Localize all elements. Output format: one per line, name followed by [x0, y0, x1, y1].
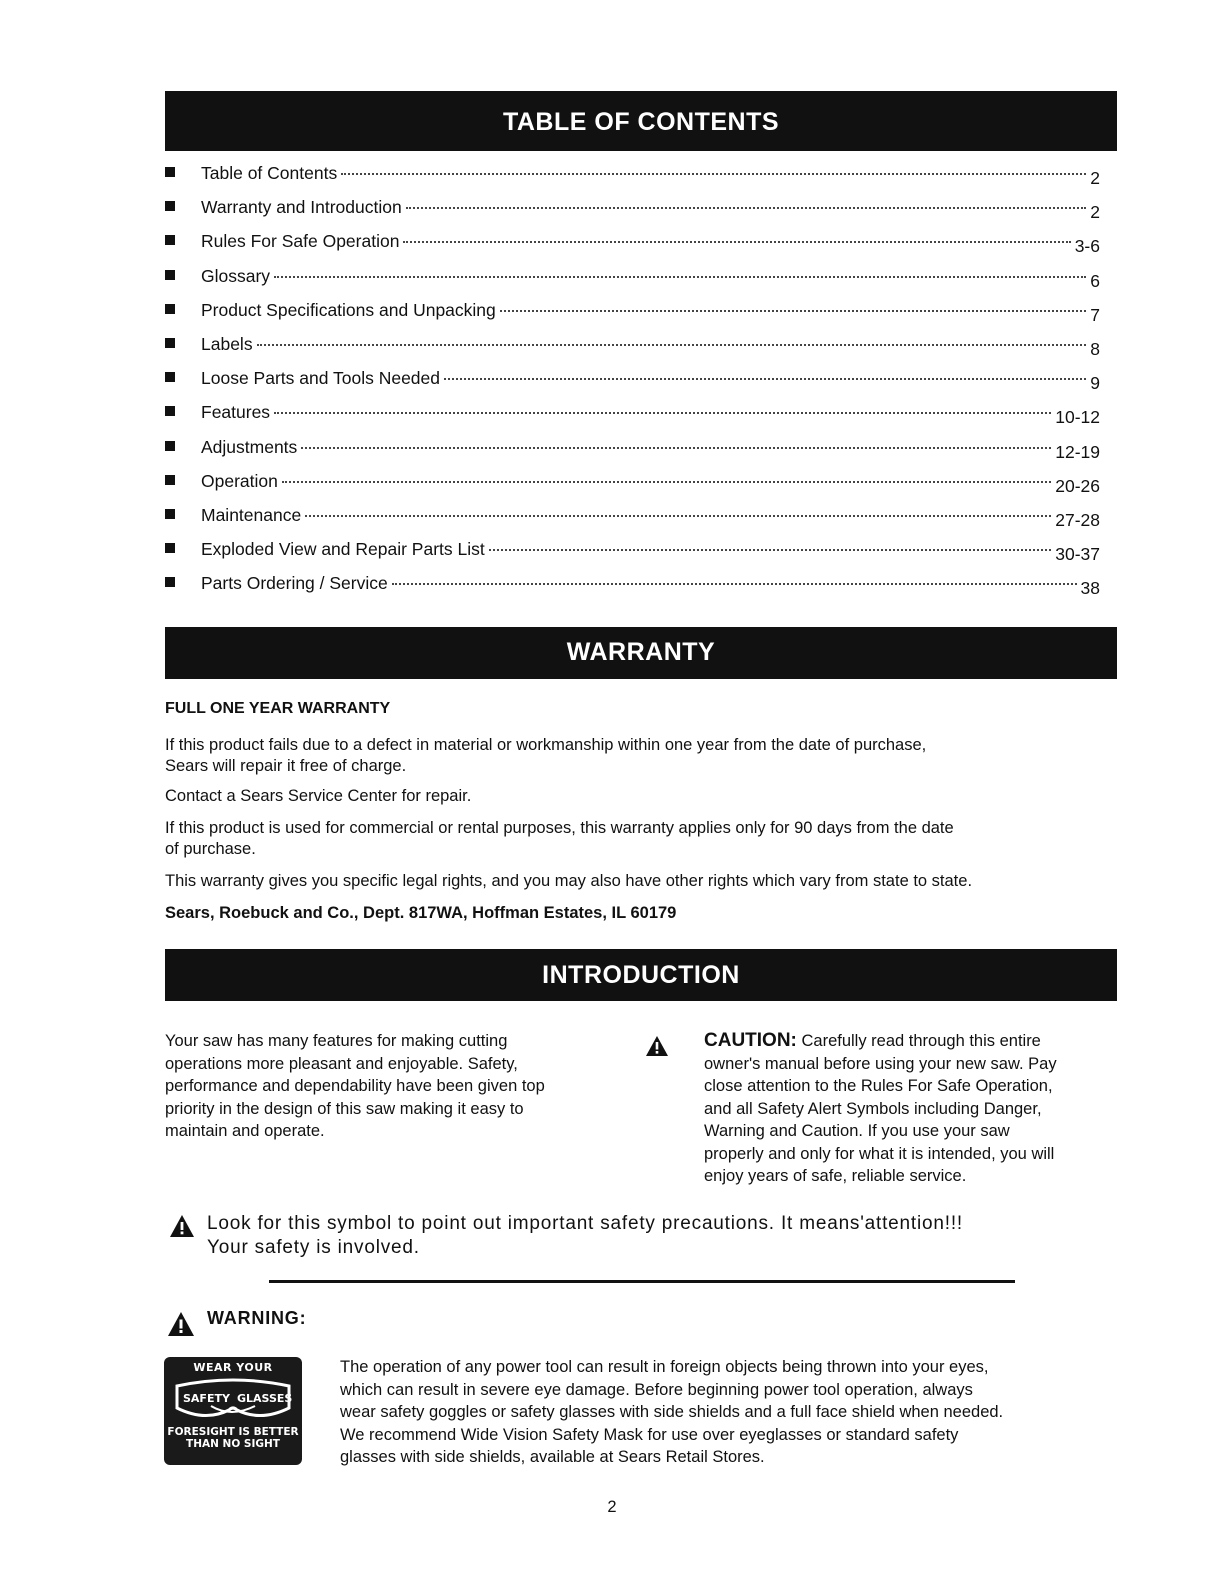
safety-alert-icon: [170, 1215, 194, 1237]
text-line: maintain and operate.: [165, 1122, 325, 1140]
text-line: and all Safety Alert Symbols including Danger,: [704, 1099, 1042, 1118]
bullet-icon: [165, 338, 175, 348]
toc-item: [165, 231, 1100, 265]
toc-item-page: 27-28: [1055, 509, 1100, 530]
toc-item-page: 3-6: [1074, 236, 1100, 257]
toc-item: [165, 163, 1100, 197]
text-line: Your safety is involved.: [207, 1237, 420, 1258]
toc-leader: [301, 447, 1051, 449]
toc-item-page: 7: [1090, 304, 1100, 325]
warranty-subheading: FULL ONE YEAR WARRANTY: [165, 700, 391, 717]
warranty-paragraph-2: Contact a Sears Service Center for repair.: [165, 787, 472, 805]
safety-glasses-badge: [164, 1357, 302, 1465]
introduction-heading: INTRODUCTION: [165, 949, 1117, 1001]
introduction-left-paragraph: [165, 1030, 545, 1143]
toc-list: [165, 163, 1100, 607]
bullet-icon: [165, 577, 175, 587]
bullet-icon: [165, 304, 175, 314]
text-line: properly and only for what it is intended, you will: [704, 1144, 1055, 1163]
text-line: If this product fails due to a defect in material or workmanship within one year from the date of purchase,: [165, 736, 927, 754]
warning-paragraph: [340, 1356, 1003, 1469]
caution-label: CAUTION:: [704, 1030, 797, 1051]
bullet-icon: [165, 235, 175, 245]
toc-item: [165, 471, 1100, 505]
toc-item-title: Operation: [201, 470, 278, 491]
toc-leader: [489, 549, 1052, 551]
toc-leader: [282, 481, 1051, 483]
caution-alert-icon: [646, 1036, 668, 1056]
toc-item-title: Product Specifications and Unpacking: [201, 299, 496, 320]
toc-item-page: 6: [1090, 270, 1100, 291]
bullet-icon: [165, 372, 175, 382]
toc-item: [165, 505, 1100, 539]
text-line: operations more pleasant and enjoyable. Safety,: [165, 1054, 518, 1073]
caution-first-line: Carefully read through this entire: [801, 1032, 1041, 1050]
toc-item-page: 9: [1090, 373, 1100, 394]
toc-item: [165, 266, 1100, 300]
bullet-icon: [165, 201, 175, 211]
warning-alert-icon: [168, 1312, 194, 1336]
toc-item-page: 20-26: [1055, 475, 1100, 496]
text-line: wear safety goggles or safety glasses with side shields and a full face shield when needed.: [340, 1403, 1004, 1421]
badge-top-text: WEAR YOUR: [193, 1361, 273, 1374]
text-line: performance and dependability have been given top: [165, 1077, 545, 1095]
warning-label: WARNING:: [207, 1308, 307, 1328]
badge-safety-text: SAFETY: [183, 1392, 230, 1405]
bullet-icon: [165, 167, 175, 177]
toc-heading: TABLE OF CONTENTS: [165, 91, 1117, 151]
toc-item-page: 10-12: [1055, 407, 1100, 428]
text-line: If this product is used for commercial or rental purposes, this warranty applies only for 90 days from the date: [165, 819, 954, 837]
warranty-address: Sears, Roebuck and Co., Dept. 817WA, Hoffman Estates, IL 60179: [165, 904, 677, 922]
bullet-icon: [165, 509, 175, 519]
text-line: owner's manual before using your new saw. Pay: [704, 1054, 1057, 1073]
divider: [269, 1280, 1015, 1283]
text-line: [704, 1030, 1057, 1053]
text-line: Your saw has many features for making cutting: [165, 1032, 508, 1050]
toc-item-title: Warranty and Introduction: [201, 197, 402, 218]
badge-bottom-text-1: FORESIGHT IS BETTER: [167, 1426, 299, 1438]
text-line: of purchase.: [165, 840, 256, 858]
toc-leader: [500, 310, 1087, 312]
text-line: Look for this symbol to point out important safety precautions. It means'attention!!!: [207, 1213, 963, 1234]
toc-item-title: Glossary: [201, 265, 271, 286]
text-line: The operation of any power tool can result in foreign objects being thrown into your eyes,: [340, 1358, 989, 1376]
toc-item-title: Parts Ordering / Service: [201, 573, 388, 594]
bullet-icon: [165, 441, 175, 451]
toc-leader: [392, 583, 1077, 585]
toc-leader: [403, 241, 1070, 243]
text-line: close attention to the Rules For Safe Operation,: [704, 1077, 1053, 1095]
toc-item: [165, 334, 1100, 368]
text-line: priority in the design of this saw making it easy to: [165, 1099, 524, 1118]
toc-item: [165, 300, 1100, 334]
toc-item-title: Table of Contents: [201, 163, 338, 183]
text-line: Sears will repair it free of charge.: [165, 757, 407, 775]
toc-item-title: Maintenance: [201, 504, 302, 525]
toc-item-title: Labels: [201, 333, 253, 354]
badge-bottom-text-2: THAN NO SIGHT: [186, 1438, 280, 1450]
toc-item-page: 30-37: [1055, 544, 1100, 565]
toc-item: [165, 573, 1100, 607]
text-line: enjoy years of safe, reliable service.: [704, 1167, 967, 1185]
page-number: 2: [607, 1498, 617, 1516]
safety-symbol-note: [207, 1212, 963, 1260]
badge-glasses-text: GLASSES: [237, 1392, 293, 1405]
toc-item-page: 2: [1090, 168, 1100, 188]
toc-leader: [406, 207, 1087, 209]
toc-item-page: 12-19: [1055, 441, 1100, 462]
toc-item: [165, 539, 1100, 573]
toc-leader: [444, 378, 1086, 380]
toc-item: [165, 402, 1100, 436]
text-line: We recommend Wide Vision Safety Mask for use over eyeglasses or standard safety: [340, 1425, 959, 1444]
toc-item-title: Adjustments: [201, 436, 298, 457]
toc-item-page: 38: [1080, 578, 1100, 599]
bullet-icon: [165, 406, 175, 416]
toc-item-title: Features: [201, 402, 271, 423]
text-line: Warning and Caution. If you use your saw: [704, 1122, 1010, 1140]
safety-goggles-icon: [171, 1376, 295, 1426]
toc-item-page: 8: [1090, 338, 1100, 359]
warranty-paragraph-1: [165, 735, 926, 777]
toc-leader: [341, 173, 1086, 175]
toc-leader: [274, 412, 1051, 414]
toc-item: [165, 368, 1100, 402]
warranty-paragraph-4: This warranty gives you specific legal rights, and you may also have other rights which vary from state to state.: [165, 872, 973, 890]
toc-item-title: Loose Parts and Tools Needed: [201, 368, 441, 389]
bullet-icon: [165, 543, 175, 553]
bullet-icon: [165, 475, 175, 485]
toc-item-title: Rules For Safe Operation: [201, 231, 400, 252]
text-line: glasses with side shields, available at Sears Retail Stores.: [340, 1448, 765, 1466]
toc-item-title: Exploded View and Repair Parts List: [201, 539, 485, 560]
warranty-heading: WARRANTY: [165, 627, 1117, 679]
toc-item-page: 2: [1090, 202, 1100, 223]
toc-leader: [257, 344, 1087, 346]
toc-leader: [305, 515, 1051, 517]
toc-item: [165, 197, 1100, 231]
warranty-paragraph-3: [165, 818, 954, 860]
bullet-icon: [165, 270, 175, 280]
caution-paragraph: [704, 1030, 1057, 1188]
text-line: which can result in severe eye damage. Before beginning power tool operation, always: [340, 1380, 973, 1399]
toc-item: [165, 437, 1100, 471]
toc-leader: [274, 276, 1086, 278]
